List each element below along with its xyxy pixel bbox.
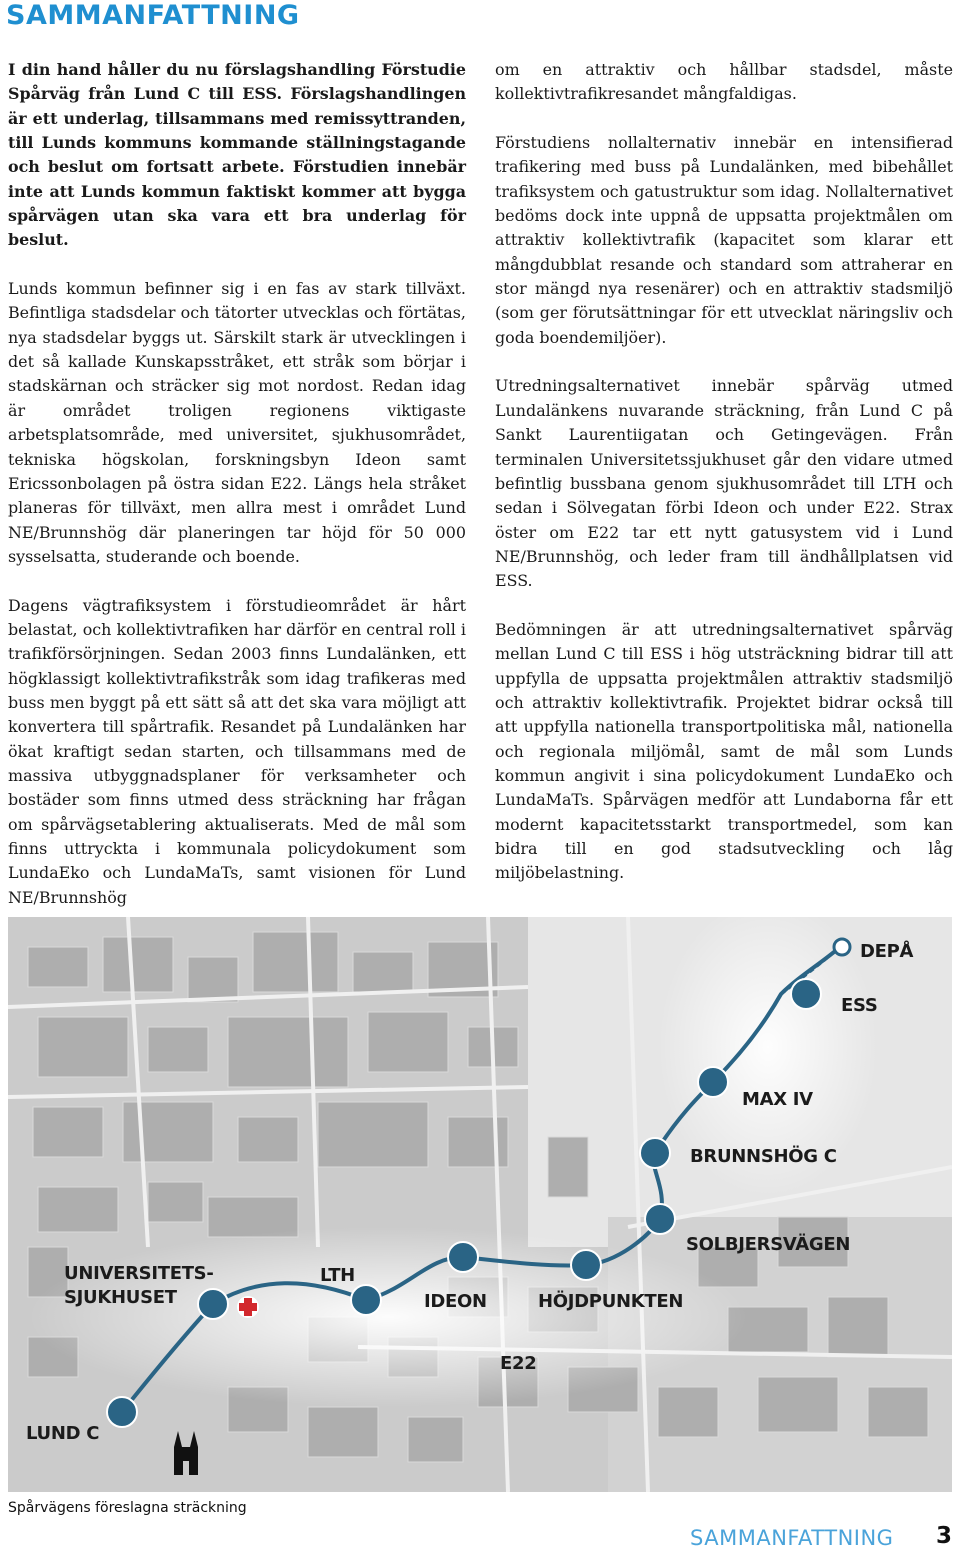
label-lth: LTH xyxy=(320,1265,355,1286)
label-lund-c: LUND C xyxy=(26,1423,100,1444)
label-ess: ESS xyxy=(841,995,878,1016)
stop-max-iv[interactable] xyxy=(698,1067,728,1097)
page-title: SAMMANFATTNING xyxy=(6,0,300,31)
label-brunnshog-c: BRUNNSHÖG C xyxy=(690,1146,837,1167)
zero-alternative-paragraph: Förstudiens nollalternativ innebär en intensifierad trafikering med buss på Lundalänken, med bibehållet trafiksystem och gatustruktur som idag. Nollalternativet bedöms dock inte uppnå de uppsatta projektmålen om attraktiv kollektivtrafik (kapacitet som klarar ett mångdubblat resande och standard som attraherar en stor mängd nya resenärer) och en attraktiv stadsmiljö (som ger förutsättningar för ett utvecklat näringsliv och goda boendemiljöer). xyxy=(495,133,953,347)
label-hojdpunkten: HÖJDPUNKTEN xyxy=(538,1291,684,1312)
route-map xyxy=(8,917,952,1492)
label-universitetssjukhuset-1: UNIVERSITETS- xyxy=(64,1263,214,1284)
label-depa: DEPÅ xyxy=(860,941,914,962)
stop-universitetssjukhuset[interactable] xyxy=(198,1289,228,1319)
label-solbjersvagen: SOLBJERSVÄGEN xyxy=(686,1234,851,1255)
stop-ess[interactable] xyxy=(791,979,821,1009)
left-column xyxy=(8,58,466,910)
growth-paragraph: Lunds kommun befinner sig i en fas av stark tillväxt. Befintliga stadsdelar och tätorter utvecklas och förtätas, nya stadsdelar byggs ut. Särskilt stark är utvecklingen i det så kallade Kunskapsstråket, ett stråk som börjar i stadskärnan och sträcker sig mot nordost. Redan idag är området troligen regionens viktigaste arbetsplatsområde, med universitet, sjukhusområdet, tekniska högskolan, forskningsbyn Ideon samt Ericssonbolagen på östra sidan E22. Längs hela stråket planeras för tillväxt, men allra mest i området Lund NE/Brunnshög där planeringen tar höjd för 50 000 sysselsatta, studerande och boende. xyxy=(8,279,466,566)
hospital-cross-icon xyxy=(237,1296,259,1318)
map-caption: Spårvägens föreslagna sträckning xyxy=(8,1500,247,1516)
stop-solbjersvagen[interactable] xyxy=(645,1204,675,1234)
page-number: 3 xyxy=(936,1523,953,1549)
traffic-paragraph: Dagens vägtrafiksystem i förstudieområdet är hårt belastat, och kollektivtrafiken har därför en central roll i trafikförsörjningen. Sedan 2003 finns Lundalänken, ett högklassigt kollektivtrafikstråk som idag trafikeras med buss men byggt på ett sätt så att det ska vara möjligt att konvertera till spårtrafik. Resandet på Lundalänken har ökat kraftigt sedan starten, och tillsammans med de massiva utbyggnadsplaner för verksamheter och bostäder som finns utmed dess sträckning har frågan om spårvägsetablering aktualiserats. Med de mål som finns uttryckta i kommunala policydokument som LundaEko och LundaMaTs, samt visionen för Lund NE/Brunnshög xyxy=(8,595,466,907)
intro-paragraph: I din hand håller du nu förslagshandling Förstudie Spårväg från Lund C till ESS. Förslagshandlingen är ett underlag, tillsammans med remissyttranden, till Lunds kommuns kommande ställningstagande och beslut om fortsatt arbete. Förstudien innebär inte att Lunds kommun faktiskt kommer att bygga spårvägen utan ska vara ett bra underlag för beslut. xyxy=(8,60,466,250)
footer-section-title: SAMMANFATTNING xyxy=(690,1526,894,1550)
study-alternative-paragraph: Utredningsalternativet innebär spårväg utmed Lundalänkens nuvarande sträckning, från Lund C på Sankt Laurentiigatan och Getingevägen. Från terminalen Universitetssjukhuset går den vidare utmed befintlig bussbana genom sjukhusområdet till LTH och sedan i Sölvegatan förbi Ideon och under E22. Strax öster om E22 tar ett nytt gatusystem vid i Lund NE/Brunnshög, och leder fram till ändhållplatsen vid ESS. xyxy=(495,376,953,591)
route-map-svg xyxy=(8,917,952,1492)
stop-lth[interactable] xyxy=(351,1285,381,1315)
assessment-paragraph: Bedömningen är att utredningsalternativet spårväg mellan Lund C till ESS i hög utsträckning bidrar till att uppfylla de uppsatta projektmålen attraktiv stadsmiljö och attraktiv kollektivtrafik. Projektet bidrar också till att uppfylla nationella transportpolitiska mål, nationella och regionala miljömål, samt de mål som Lunds kommun angivit i sina policydokument LundaEko och LundaMaTs. Spårvägen medför att Lundaborna får ett modernt kapacitetsstarkt transportmedel, som kan bidra till en god stadsutveckling och låg miljöbelastning. xyxy=(495,619,953,883)
continuation-paragraph: om en attraktiv och hållbar stadsdel, måste kollektivtrafikresandet mångfaldigas. xyxy=(495,60,953,104)
stop-depa[interactable] xyxy=(834,939,850,955)
corridor-glow xyxy=(28,1227,748,1407)
stop-hojdpunkten[interactable] xyxy=(571,1250,601,1280)
stop-lund-c[interactable] xyxy=(107,1397,137,1427)
stop-brunnshog-c[interactable] xyxy=(640,1138,670,1168)
label-ideon: IDEON xyxy=(424,1291,487,1312)
label-e22-road: E22 xyxy=(500,1353,537,1374)
label-max-iv: MAX IV xyxy=(742,1089,813,1110)
label-universitetssjukhuset-2: SJUKHUSET xyxy=(64,1287,177,1308)
stop-ideon[interactable] xyxy=(448,1242,478,1272)
right-column xyxy=(495,58,953,886)
